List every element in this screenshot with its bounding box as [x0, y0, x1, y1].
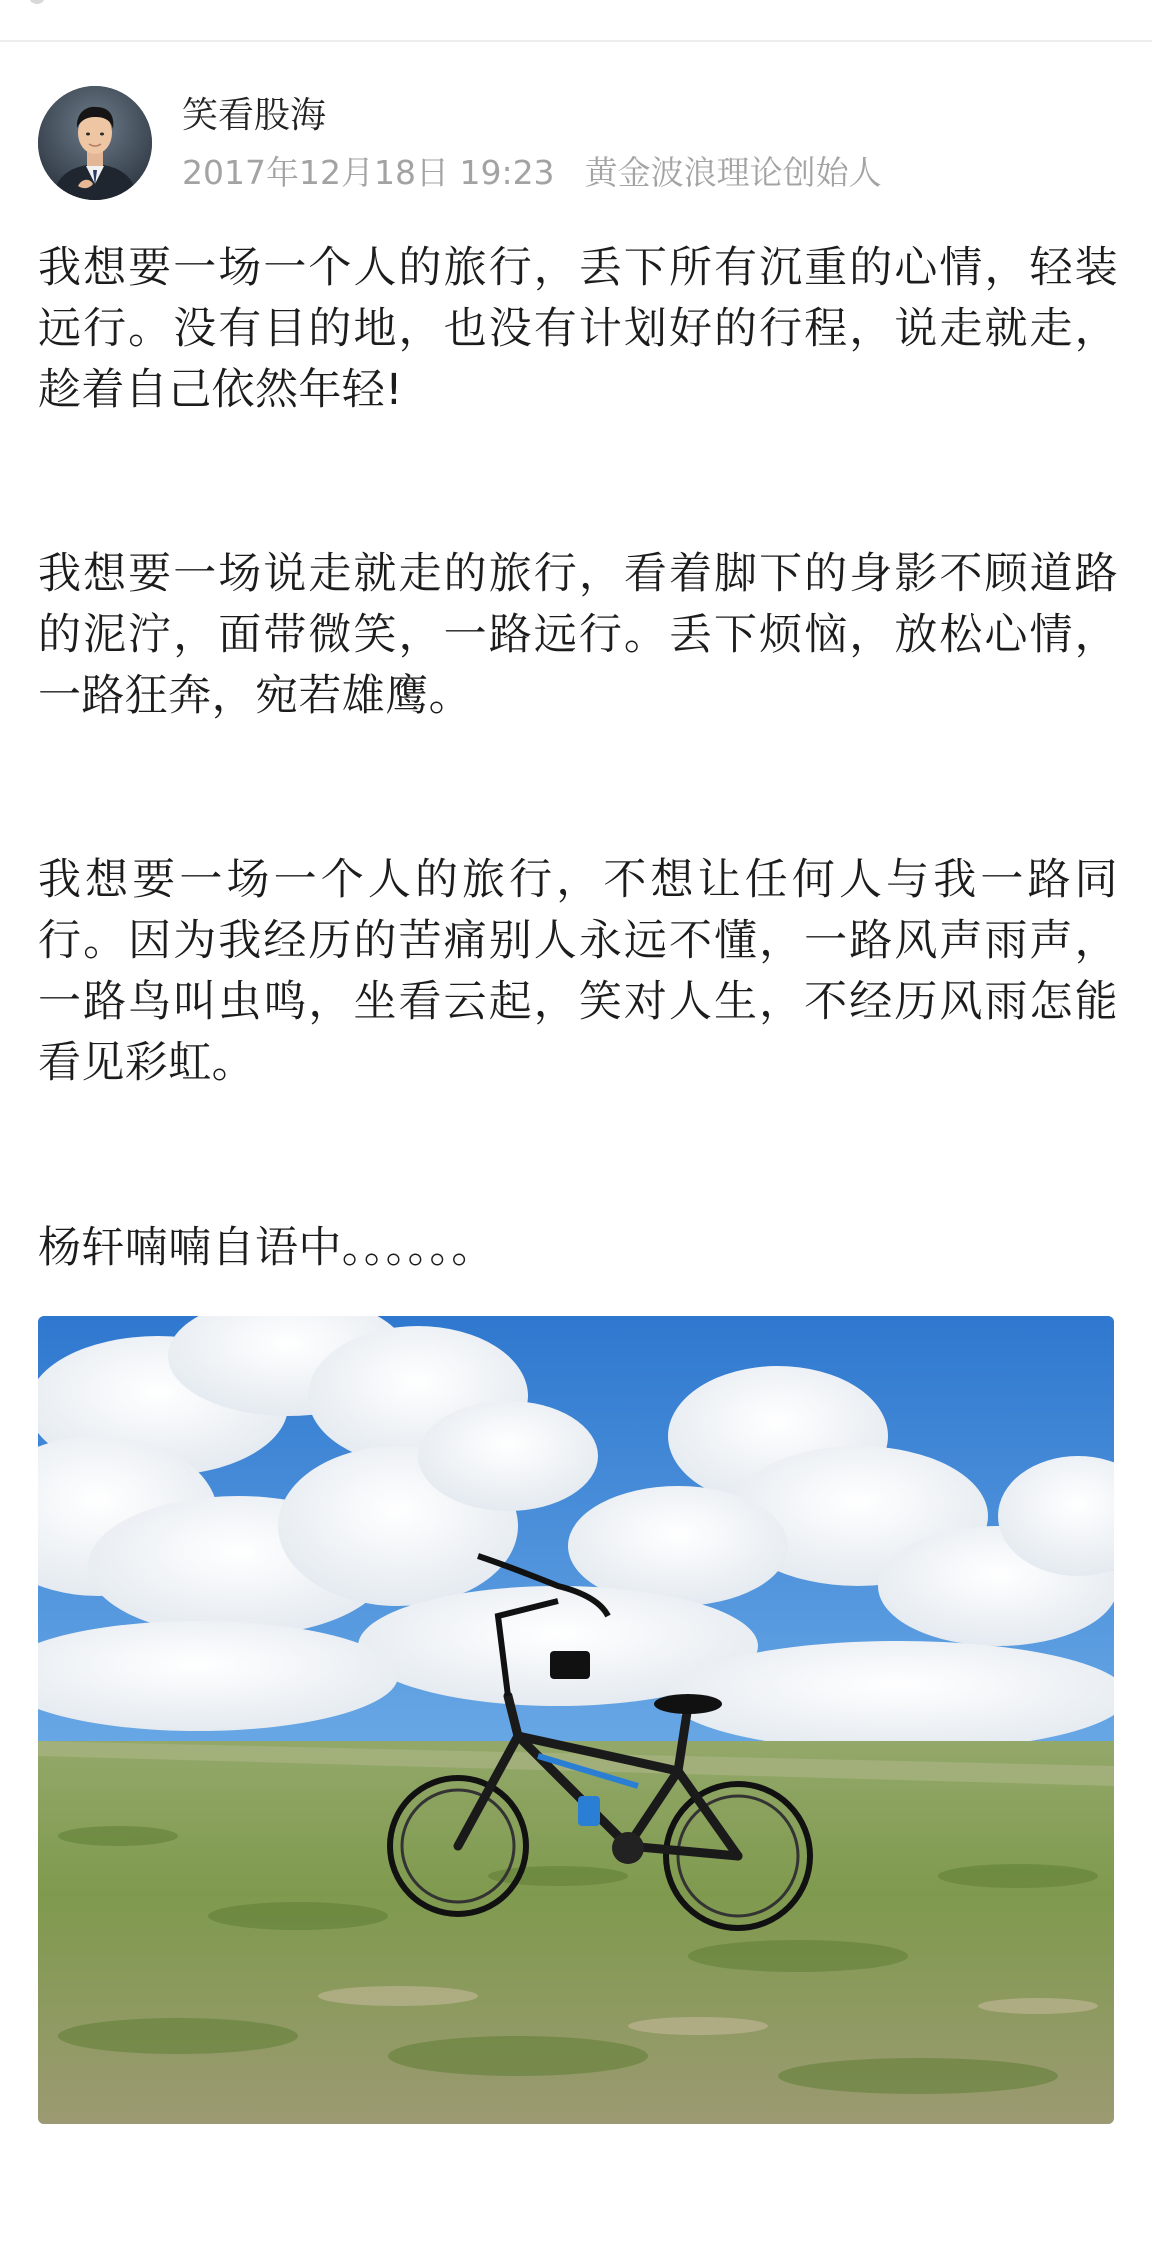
post-header	[38, 86, 1114, 206]
post-image[interactable]	[38, 1316, 1114, 2124]
post-meta	[182, 152, 882, 194]
post-paragraph: 我想要一场一个人的旅行，不想让任何人与我一路同行。因为我经历的苦痛别人永远不懂，一路风声雨声，一路鸟叫虫鸣，坐看云起，笑对人生，不经历风雨怎能看见彩虹。	[38, 855, 1118, 1088]
author-name[interactable]: 笑看股海	[182, 95, 327, 136]
scroll-edge-fragment	[30, 0, 44, 4]
author-title: 黄金波浪理论创始人	[584, 153, 882, 192]
author-avatar[interactable]	[38, 86, 152, 200]
top-divider	[0, 40, 1152, 42]
post-paragraph: 我想要一场说走就走的旅行，看着脚下的身影不顾道路的泥泞，面带微笑，一路远行。丢下烦恼，放松心情，一路狂奔，宛若雄鹰。	[38, 549, 1118, 721]
post-paragraph: 我想要一场一个人的旅行，丢下所有沉重的心情，轻装远行。没有目的地，也没有计划好的行程，说走就走，趁着自己依然年轻!	[38, 243, 1118, 415]
post-timestamp: 2017年12月18日 19:23	[182, 153, 555, 192]
post-paragraph: 杨轩喃喃自语中。。。。。。	[38, 1223, 495, 1273]
person-portrait-icon	[38, 86, 152, 200]
bicycle-photo-icon	[38, 1316, 1114, 2124]
